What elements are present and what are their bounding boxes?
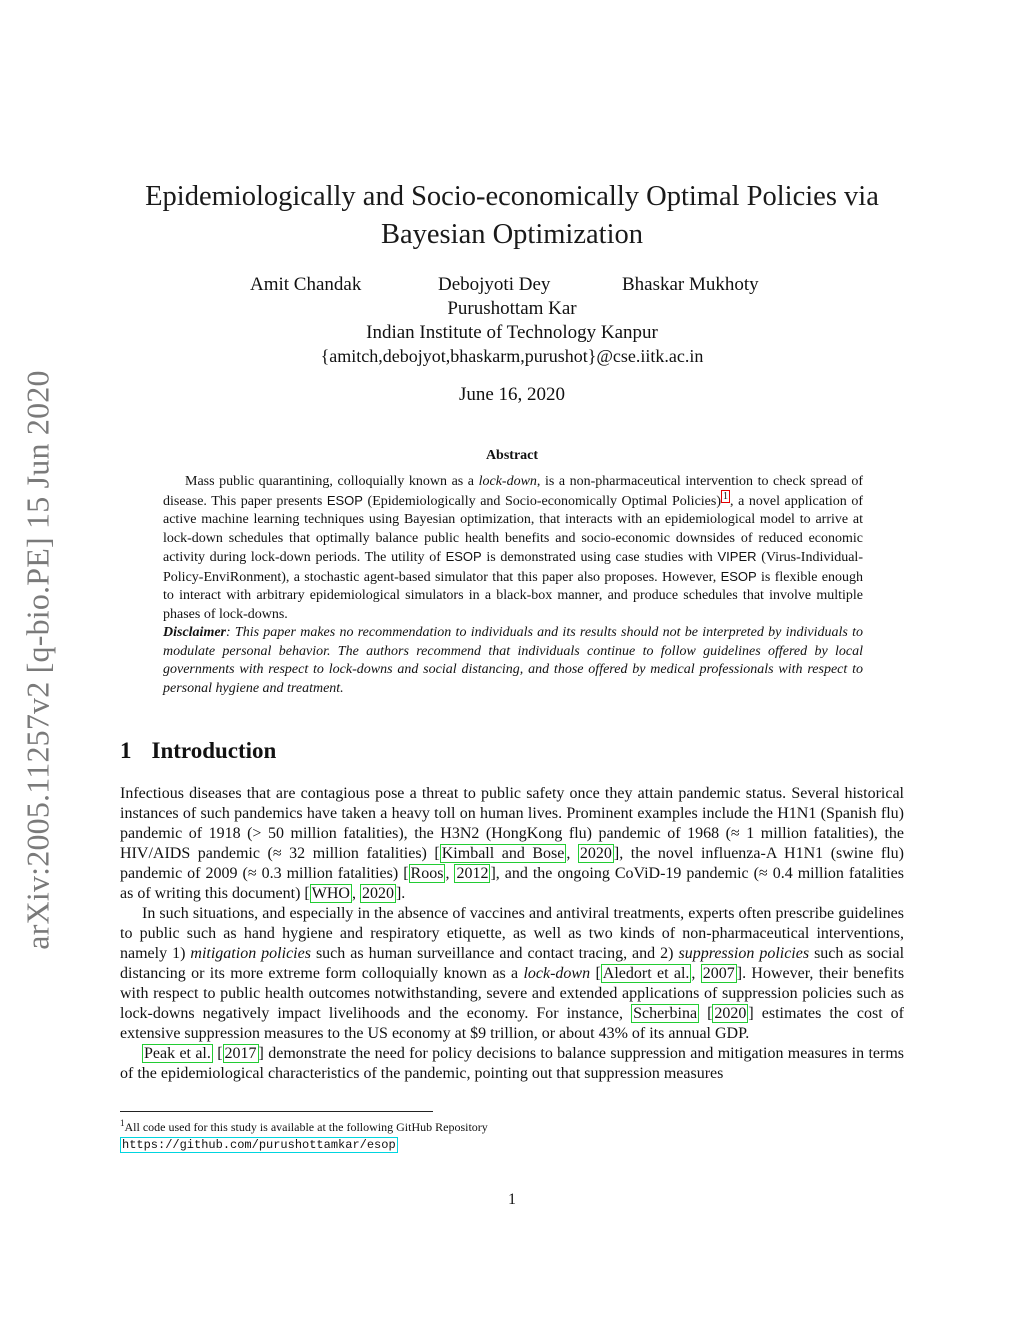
author-name: Debojyoti Dey	[438, 274, 551, 295]
esop-system-name: ESOP	[720, 568, 757, 584]
paper-title	[120, 178, 904, 254]
paper-date: June 16, 2020	[458, 384, 566, 405]
esop-system-name: ESOP	[445, 549, 482, 564]
body-paragraph: In such situations, and especially in the absence of vaccines and antiviral treatments, experts often prescribe guidelines to public such as hand hygiene and respiratory etiquette, as well as two kinds of non-pharmaceutical interventions, namely 1) mitigation policies such as human surveillance and contact tracing, and 2) suppression policies such as social distancing or its more extreme form colloquially known as a lock-down [ Aledort et al. , 2007 ]. However, their benefits with respect to public health outcomes notwithstanding, severe and extended applications of suppression policies such as lock-downs negatively impact livelihoods and the economy. For instance, Scherbina [ 2020 ] estimates the cost of extensive suppression measures to the US economy at $9 trillion, or about 43% of its annual GDP.	[120, 905, 905, 1042]
arxiv-identifier-stamp: arXiv:2005.11257v2 [q-bio.PE] 15 Jun 2020	[19, 370, 56, 950]
author-name: Bhaskar Mukhoty	[622, 274, 759, 295]
author-name: Amit Chandak	[250, 274, 362, 295]
citation-link[interactable]: Scherbina	[633, 1005, 698, 1022]
citation-year-link[interactable]: 2012	[456, 865, 489, 882]
citation-link[interactable]: WHO	[311, 885, 350, 902]
body-paragraph: Peak et al. [ 2017 ] demonstrate the need for policy decisions to balance suppression and mitigation measures in terms of the epidemiological characteristics of the pandemic, pointing out that suppression measures	[120, 1045, 905, 1082]
citation-year-link[interactable]: 2020	[714, 1005, 747, 1022]
citation-link[interactable]: Kimball and Bose	[441, 845, 565, 862]
citation-link[interactable]: Peak et al.	[144, 1045, 211, 1062]
repository-url-link[interactable]: https://github.com/purushottamkar/esop	[122, 1138, 396, 1152]
author-name: Purushottam Kar	[447, 298, 577, 319]
footnote-rule	[120, 1111, 433, 1112]
section-title: Introduction	[151, 738, 277, 763]
abstract	[163, 473, 863, 698]
author-emails: {amitch,debojyot,bhaskarm,purushot}@cse.iitk.ac.in	[320, 346, 704, 366]
body-paragraph: Infectious diseases that are contagious pose a threat to public safety once they attain pandemic status. Several historical instances of such pandemics have taken a heavy toll on human lives. Prominent examples include the H1N1 (Spanish flu) pandemic of 1918 (> 50 million fatalities), the H3N2 (HongKong flu) pandemic of 1968 (≈ 1 million fatalities), the HIV/AIDS pandemic (≈ 32 million fatalities) [ Kimball and Bose , 2020 ], the novel influenza-A H1N1 (swine flu) pandemic of 2009 (≈ 0.3 million fatalities) [ Roos , 2012 ], and the ongoing CoViD-19 pandemic (≈ 0.4 million fatalities as of writing this document) [ WHO , 2020 ].	[120, 785, 905, 902]
citation-year-link[interactable]: 2020	[579, 845, 612, 862]
disclaimer-label: Disclaimer	[163, 625, 226, 640]
introduction-body	[120, 784, 904, 1084]
abstract-heading: Abstract	[485, 448, 539, 463]
citation-year-link[interactable]: 2017	[224, 1045, 257, 1062]
disclaimer: Disclaimer: This paper makes no recommendation to individuals and its results should not be interpreted by individuals to modulate personal behavior. The authors recommend that individuals continue to follow guidelines offered by local governments with respect to lock-downs and social distancing, and those offered by medical professionals with respect to personal hygiene and treatment.	[163, 625, 863, 696]
footnote-link[interactable]: 1	[723, 490, 728, 502]
citation-year-link[interactable]: 2020	[361, 885, 394, 902]
section-number: 1	[120, 738, 132, 763]
affiliation: Indian Institute of Technology Kanpur	[366, 322, 658, 343]
title-line-2: Bayesian Optimization	[381, 219, 643, 250]
page-number: 1	[508, 1191, 516, 1208]
viper-system-name: VIPER	[717, 549, 757, 564]
abstract-paragraph: Mass public quarantining, colloquially known as a lock-down, is a non-pharmaceutical intervention to check spread of disease. This paper presents ESOP (Epidemiologically and Socio-economically Optimal Policies) $^1$ , a novel application of active machine learning techniques using Bayesian optimization, that interacts with an epidemiological model to arrive at lock-down schedules that optimally balance public health benefits and socio-economic downsides of reduced economic activity during lock-down periods. The utility of ESOP is demonstrated using case studies with VIPER (Virus-Individual-Policy-EnviRonment), a stochastic agent-based simulator that this paper also proposes. However, ESOP is flexible enough to interact with arbitrary epidemiological simulators in a black-box manner, and produce schedules that involve multiple phases of lock-downs.	[163, 474, 864, 622]
section-heading	[120, 738, 276, 764]
citation-link[interactable]: Roos	[410, 865, 444, 882]
title-line-1: Epidemiologically and Socio-economically Optimal Policies via	[145, 181, 879, 212]
citation-year-link[interactable]: 2007	[702, 965, 735, 982]
esop-system-name: ESOP	[326, 492, 363, 508]
footnote	[120, 1115, 904, 1154]
footnote-text: $^1$All code used for this study is available at the following GitHub Repository	[120, 1118, 488, 1134]
citation-link[interactable]: Aledort et al.	[602, 965, 690, 982]
